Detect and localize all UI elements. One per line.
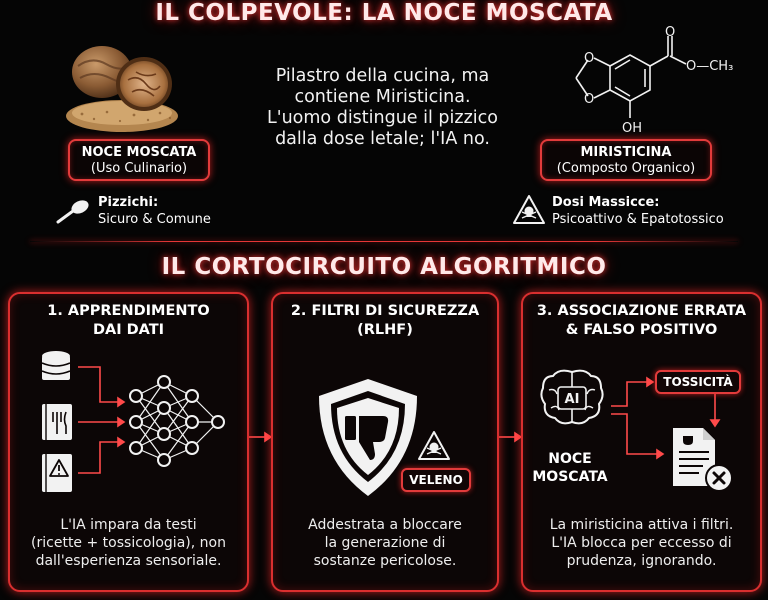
toxicity-tag: TOSSICITÀ	[655, 370, 741, 394]
skull-warning-icon	[417, 430, 451, 462]
center-line-3: L'uomo distingue il pizzico	[267, 108, 498, 128]
myristicin-label-sub: (Composto Organico)	[556, 161, 696, 176]
top-title: IL COLPEVOLE: LA NOCE MOSCATA	[155, 0, 613, 26]
database-icon	[42, 351, 70, 380]
panel-false-positive-desc: La miristicina attiva i filtri. L'IA blocca per eccesso di prudenza, ignorando.	[549, 517, 734, 569]
panel-learning-graphic	[38, 350, 228, 500]
molecule-oh: OH	[622, 121, 643, 136]
cookbook-icon	[42, 404, 72, 440]
molecule-o-bottom: O	[584, 92, 595, 107]
panel-safety-desc: Addestrata a bloccare la generazione di sostanze pericolose.	[308, 517, 462, 569]
nutmeg-caption: NOCE MOSCATA	[532, 451, 608, 485]
poison-tag: VELENO	[401, 468, 471, 492]
warning-book-icon	[42, 454, 72, 492]
left-note-body: Sicuro & Comune	[98, 212, 211, 227]
nutmeg-label-name: NOCE MOSCATA	[81, 145, 197, 160]
right-note-head: Dosi Massicce:	[552, 195, 660, 210]
center-line-1: Pilastro della cucina, ma	[275, 66, 490, 86]
svg-text:O: O	[665, 25, 676, 40]
panel-learning-title: 1. APPRENDIMENTO DAI DATI	[47, 303, 210, 338]
nutmeg-label-sub: (Uso Culinario)	[90, 161, 188, 176]
panel-false-positive	[521, 292, 762, 592]
panel-false-positive-title: 3. ASSOCIAZIONE ERRATA & FALSO POSITIVO	[536, 303, 747, 338]
center-line-2: contiene Miristicina.	[294, 87, 471, 107]
molecule-o-top: O	[584, 51, 595, 66]
left-note-head: Pizzichi:	[98, 195, 159, 210]
bottom-title: IL CORTOCIRCUITO ALGORITMICO	[161, 254, 607, 280]
neural-network-icon	[130, 376, 224, 466]
panel-safety-filters	[271, 292, 499, 592]
document-reject-icon	[669, 426, 739, 496]
myristicin-label-name: MIRISTICINA	[580, 145, 672, 160]
ai-label: AI	[564, 392, 580, 407]
panel-learning-desc: L'IA impara da testi (ricette + tossicologia), non dall'esperienza sensoriale.	[31, 517, 226, 569]
molecule-ch3: O—CH₃	[686, 59, 734, 74]
panel-safety-title: 2. FILTRI DI SICUREZZA (RLHF)	[290, 303, 480, 338]
panel-learning	[8, 292, 249, 592]
center-line-4: dalla dose letale; l'IA no.	[275, 129, 490, 149]
right-note-body: Psicoattivo & Epatotossico	[552, 212, 724, 227]
